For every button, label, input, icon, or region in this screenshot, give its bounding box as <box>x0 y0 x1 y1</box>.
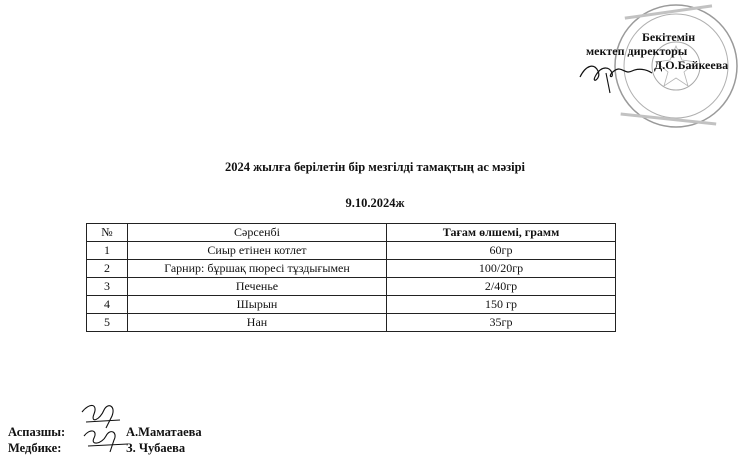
row-number: 5 <box>87 314 128 332</box>
signature-block <box>8 424 308 456</box>
portion-size: 100/20гр <box>387 260 616 278</box>
column-header-portion: Тағам өлшемі, грамм <box>387 224 616 242</box>
row-number: 1 <box>87 242 128 260</box>
signature-role: Медбике: <box>8 441 62 455</box>
dish-name: Нан <box>128 314 387 332</box>
column-header-number: № <box>87 224 128 242</box>
menu-table <box>86 223 616 332</box>
signature-row-nurse <box>8 440 308 456</box>
table-header-row <box>87 224 616 242</box>
signature-name: А.Маматаева <box>126 425 202 439</box>
row-number: 3 <box>87 278 128 296</box>
dish-name: Печенье <box>128 278 387 296</box>
document-date: 9.10.2024ж <box>345 196 405 210</box>
table-row <box>87 314 616 332</box>
portion-size: 2/40гр <box>387 278 616 296</box>
approval-director-name: Д.О.Байкеева <box>654 58 729 72</box>
director-signature <box>576 55 656 95</box>
dish-name: Сиыр етінен котлет <box>128 242 387 260</box>
table-row <box>87 242 616 260</box>
dish-name: Шырын <box>128 296 387 314</box>
dish-name: Гарнир: бұршақ пюресі тұздығымен <box>128 260 387 278</box>
approval-heading: Бекітемін <box>642 30 696 44</box>
signature-name: З. Чубаева <box>126 441 186 455</box>
table-row <box>87 260 616 278</box>
approval-position: мектеп директоры <box>586 44 688 58</box>
portion-size: 150 гр <box>387 296 616 314</box>
column-header-day: Сәрсенбі <box>128 224 387 242</box>
signature-role: Аспазшы: <box>8 425 66 439</box>
portion-size: 60гр <box>387 242 616 260</box>
document-title: 2024 жылға берілетін бір мезгілді тамақтың ас мәзірі <box>224 160 526 174</box>
table-row <box>87 296 616 314</box>
row-number: 4 <box>87 296 128 314</box>
signature-row-cook <box>8 424 308 440</box>
table-row <box>87 278 616 296</box>
portion-size: 35гр <box>387 314 616 332</box>
row-number: 2 <box>87 260 128 278</box>
